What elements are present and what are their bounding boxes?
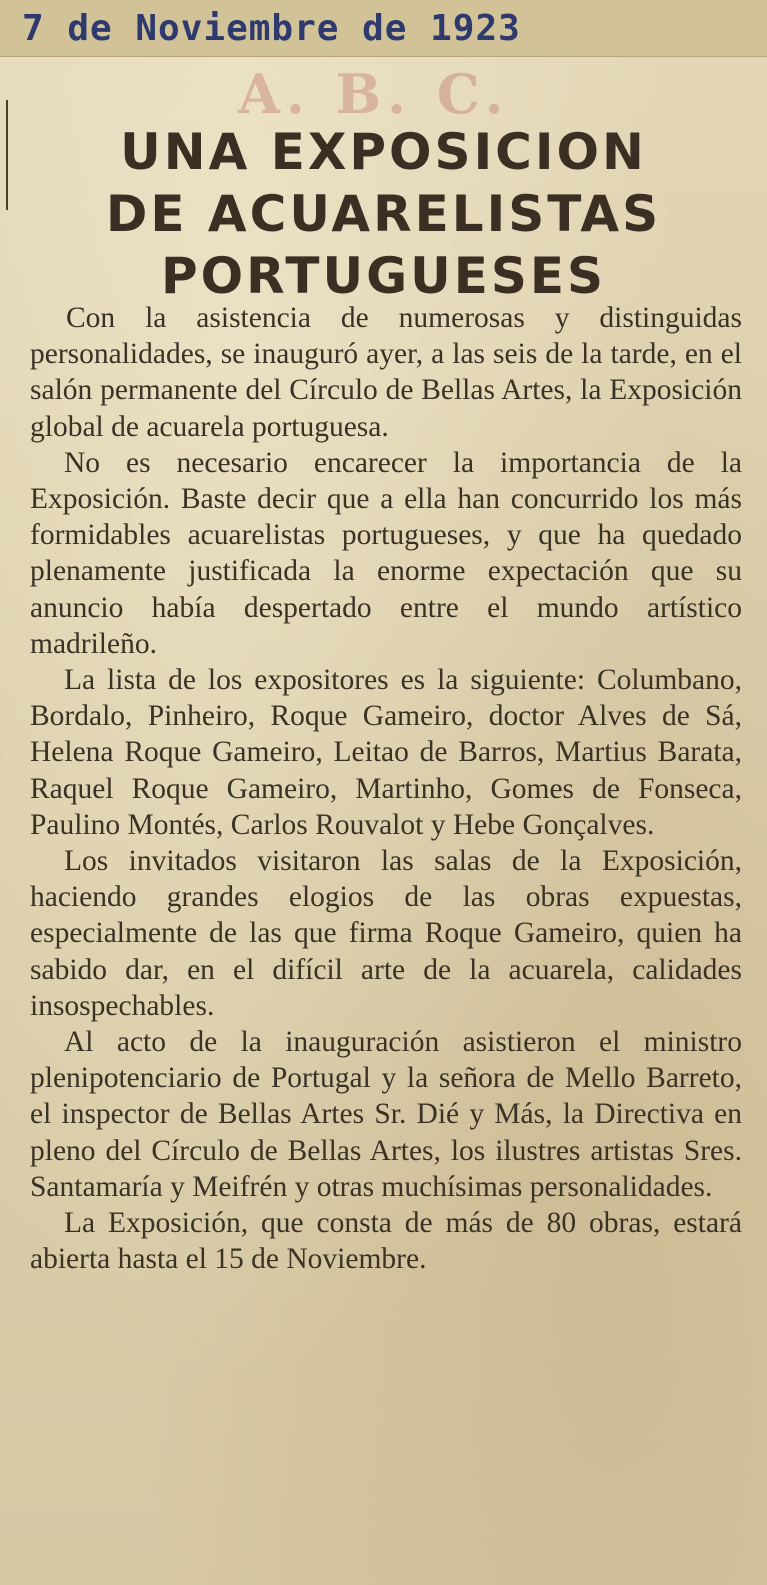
paragraph-1: Con la asistencia de numerosas y distinguidas personalidades, se inauguró ayer, a las seis de la tarde, en el salón permanente del Círculo de Bellas Artes, la Exposición global de acuarela portuguesa. xyxy=(30,302,742,443)
paragraph-4: Los invitados visitaron las salas de la Exposición, haciendo grandes elogios de las obras expuestas, especialmente de las que firma Roque Gameiro, quien ha sabido dar, en el difícil arte de la acuarela, calidades insospechables. xyxy=(30,845,742,1022)
headline-line-3: PORTUGUESES xyxy=(160,247,607,306)
article-body xyxy=(30,300,742,1277)
date-stamp: 7 de Noviembre de 1923 xyxy=(22,8,521,49)
margin-rule xyxy=(6,100,8,210)
abc-stamp-watermark: A. B. C. xyxy=(238,62,510,126)
headline-line-2: DE ACUARELISTAS xyxy=(105,185,662,244)
article-headline xyxy=(20,121,747,307)
paragraph-2: No es necesario encarecer la importancia de la Exposición. Baste decir que a ella han concurrido los más formidables acuarelistas portugueses, y que ha quedado plenamente justificada la enorme expectación que su anuncio había despertado entre el mundo artístico madrileño. xyxy=(30,446,742,660)
date-strip xyxy=(0,0,767,57)
paragraph-5: Al acto de la inauguración asistieron el ministro plenipotenciario de Portugal y la señora de Mello Barreto, el inspector de Bellas Artes Sr. Dié y Más, la Directiva en pleno del Círculo de Bellas Artes, los ilustres artistas Sres. Santamaría y Meifrén y otras muchísimas personalidades. xyxy=(30,1026,742,1203)
headline-line-1: UNA EXPOSICION xyxy=(120,123,647,182)
paragraph-3: La lista de los expositores es la siguiente: Columbano, Bordalo, Pinheiro, Roque Gameiro, doctor Alves de Sá, Helena Roque Gameiro, Leitao de Barros, Martius Barata, Raquel Roque Gameiro, Martinho, Gomes de Fonseca, Paulino Montés, Carlos Rouvalot y Hebe Gonçalves. xyxy=(30,664,742,841)
paragraph-6: La Exposición, que consta de más de 80 obras, estará abierta hasta el 15 de Noviembre. xyxy=(30,1207,742,1276)
